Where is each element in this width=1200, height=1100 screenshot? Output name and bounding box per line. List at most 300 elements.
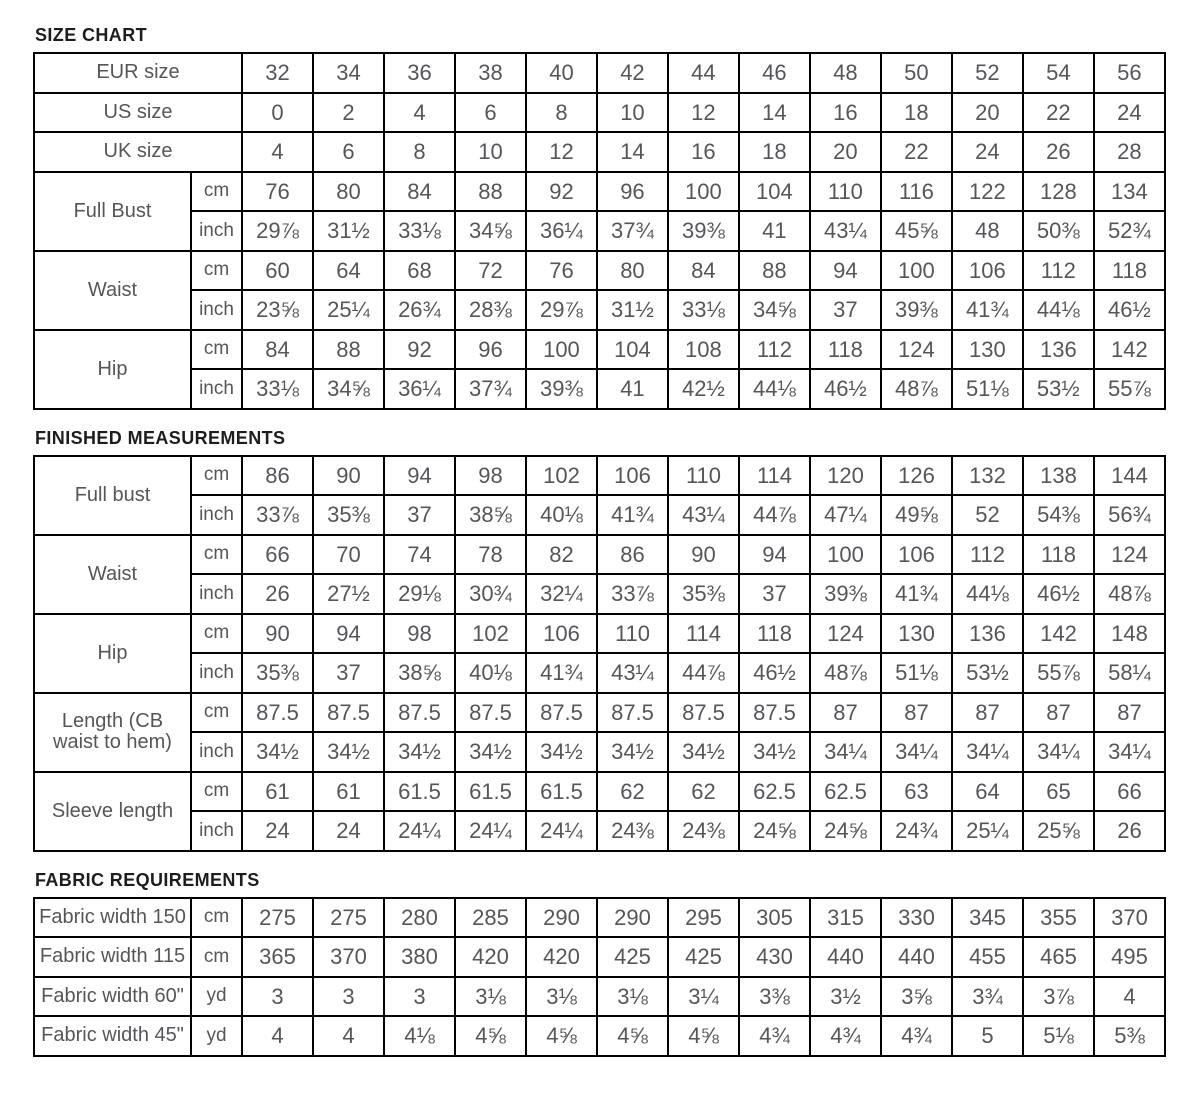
row-label: EUR size — [34, 53, 242, 93]
value-cell: 84 — [384, 172, 455, 212]
value-cell: 39⅜ — [810, 574, 881, 614]
value-cell: 66 — [242, 535, 313, 575]
row-label: Fabric width 115 — [34, 937, 191, 977]
value-cell: 24⅜ — [597, 811, 668, 851]
value-cell: 90 — [313, 456, 384, 496]
value-cell: 26 — [1023, 132, 1094, 172]
value-cell: 41¾ — [881, 574, 952, 614]
value-cell: 10 — [455, 132, 526, 172]
value-cell: 48⅞ — [810, 653, 881, 693]
value-cell: 3⅛ — [526, 977, 597, 1017]
value-cell: 94 — [810, 251, 881, 291]
row-label: Fabric width 45" — [34, 1016, 191, 1056]
value-cell: 24¼ — [455, 811, 526, 851]
section-finished-measurements — [33, 429, 1166, 852]
value-cell: 28 — [1094, 132, 1165, 172]
value-cell: 34¼ — [881, 732, 952, 772]
value-cell: 16 — [810, 93, 881, 133]
value-cell: 112 — [739, 330, 810, 370]
value-cell: 4⅛ — [384, 1016, 455, 1056]
value-cell: 100 — [881, 251, 952, 291]
value-cell: 3⅜ — [739, 977, 810, 1017]
value-cell: 40⅛ — [455, 653, 526, 693]
value-cell: 37 — [384, 495, 455, 535]
value-cell: 355 — [1023, 898, 1094, 938]
value-cell: 87 — [881, 693, 952, 733]
value-cell: 87 — [1023, 693, 1094, 733]
value-cell: 90 — [668, 535, 739, 575]
value-cell: 33⅛ — [384, 211, 455, 251]
value-cell: 80 — [597, 251, 668, 291]
table-row — [34, 811, 1165, 851]
value-cell: 62.5 — [739, 772, 810, 812]
value-cell: 110 — [668, 456, 739, 496]
value-cell: 61.5 — [526, 772, 597, 812]
value-cell: 110 — [597, 614, 668, 654]
value-cell: 4⅝ — [668, 1016, 739, 1056]
value-cell: 102 — [455, 614, 526, 654]
value-cell: 290 — [526, 898, 597, 938]
value-cell: 98 — [455, 456, 526, 496]
table-row — [34, 369, 1165, 409]
section-title-size-chart: SIZE CHART — [35, 25, 147, 45]
value-cell: 62 — [597, 772, 668, 812]
value-cell: 420 — [526, 937, 597, 977]
value-cell: 370 — [1094, 898, 1165, 938]
value-cell: 425 — [597, 937, 668, 977]
value-cell: 345 — [952, 898, 1023, 938]
value-cell: 64 — [313, 251, 384, 291]
value-cell: 29⅞ — [242, 211, 313, 251]
value-cell: 25¼ — [313, 290, 384, 330]
value-cell: 365 — [242, 937, 313, 977]
value-cell: 41¾ — [597, 495, 668, 535]
value-cell: 87 — [810, 693, 881, 733]
table-row — [34, 53, 1165, 93]
value-cell: 74 — [384, 535, 455, 575]
unit-cell: cm — [191, 456, 242, 496]
unit-cell: inch — [191, 495, 242, 535]
value-cell: 26 — [1094, 811, 1165, 851]
table-row — [34, 1016, 1165, 1056]
value-cell: 6 — [313, 132, 384, 172]
value-cell: 76 — [242, 172, 313, 212]
value-cell: 138 — [1023, 456, 1094, 496]
row-label: Sleeve length — [34, 772, 191, 851]
value-cell: 96 — [597, 172, 668, 212]
unit-cell: yd — [191, 1016, 242, 1056]
value-cell: 48⅞ — [881, 369, 952, 409]
value-cell: 64 — [952, 772, 1023, 812]
table-row — [34, 330, 1165, 370]
value-cell: 53½ — [1023, 369, 1094, 409]
value-cell: 61 — [242, 772, 313, 812]
unit-cell: inch — [191, 653, 242, 693]
value-cell: 51⅛ — [881, 653, 952, 693]
table-row — [34, 211, 1165, 251]
value-cell: 3⅛ — [455, 977, 526, 1017]
value-cell: 35⅜ — [242, 653, 313, 693]
value-cell: 53½ — [952, 653, 1023, 693]
value-cell: 100 — [810, 535, 881, 575]
value-cell: 275 — [242, 898, 313, 938]
value-cell: 5⅛ — [1023, 1016, 1094, 1056]
table-row — [34, 732, 1165, 772]
value-cell: 128 — [1023, 172, 1094, 212]
value-cell: 42 — [597, 53, 668, 93]
table-row — [34, 93, 1165, 133]
value-cell: 4⅝ — [597, 1016, 668, 1056]
value-cell: 106 — [597, 456, 668, 496]
value-cell: 98 — [384, 614, 455, 654]
value-cell: 34½ — [455, 732, 526, 772]
unit-cell: cm — [191, 535, 242, 575]
value-cell: 88 — [313, 330, 384, 370]
value-cell: 94 — [739, 535, 810, 575]
value-cell: 34½ — [526, 732, 597, 772]
value-cell: 46½ — [739, 653, 810, 693]
table-row — [34, 456, 1165, 496]
table-row — [34, 937, 1165, 977]
value-cell: 52 — [952, 53, 1023, 93]
value-cell: 118 — [739, 614, 810, 654]
value-cell: 5⅜ — [1094, 1016, 1165, 1056]
value-cell: 440 — [881, 937, 952, 977]
table-row — [34, 653, 1165, 693]
value-cell: 86 — [242, 456, 313, 496]
value-cell: 116 — [881, 172, 952, 212]
value-cell: 92 — [526, 172, 597, 212]
value-cell: 39⅜ — [668, 211, 739, 251]
value-cell: 4 — [384, 93, 455, 133]
value-cell: 46 — [739, 53, 810, 93]
value-cell: 26 — [242, 574, 313, 614]
value-cell: 4 — [242, 132, 313, 172]
value-cell: 14 — [739, 93, 810, 133]
value-cell: 61.5 — [455, 772, 526, 812]
value-cell: 24⅝ — [739, 811, 810, 851]
value-cell: 35⅜ — [313, 495, 384, 535]
value-cell: 90 — [242, 614, 313, 654]
value-cell: 39⅜ — [526, 369, 597, 409]
value-cell: 44⅞ — [739, 495, 810, 535]
value-cell: 43¼ — [668, 495, 739, 535]
value-cell: 34¼ — [952, 732, 1023, 772]
value-cell: 87.5 — [384, 693, 455, 733]
unit-cell: inch — [191, 211, 242, 251]
value-cell: 5 — [952, 1016, 1023, 1056]
value-cell: 495 — [1094, 937, 1165, 977]
value-cell: 35⅜ — [668, 574, 739, 614]
value-cell: 124 — [881, 330, 952, 370]
value-cell: 142 — [1094, 330, 1165, 370]
value-cell: 51⅛ — [952, 369, 1023, 409]
value-cell: 37 — [739, 574, 810, 614]
value-cell: 25⅝ — [1023, 811, 1094, 851]
value-cell: 34½ — [739, 732, 810, 772]
value-cell: 4¾ — [810, 1016, 881, 1056]
value-cell: 40⅛ — [526, 495, 597, 535]
row-label: Length (CB waist to hem) — [34, 693, 191, 772]
value-cell: 305 — [739, 898, 810, 938]
value-cell: 2 — [313, 93, 384, 133]
value-cell: 87.5 — [455, 693, 526, 733]
value-cell: 3 — [242, 977, 313, 1017]
value-cell: 46½ — [1094, 290, 1165, 330]
value-cell: 4¾ — [739, 1016, 810, 1056]
value-cell: 60 — [242, 251, 313, 291]
value-cell: 46½ — [810, 369, 881, 409]
value-cell: 27½ — [313, 574, 384, 614]
value-cell: 62.5 — [810, 772, 881, 812]
value-cell: 136 — [952, 614, 1023, 654]
value-cell: 26¾ — [384, 290, 455, 330]
value-cell: 34¼ — [810, 732, 881, 772]
value-cell: 41¾ — [526, 653, 597, 693]
value-cell: 106 — [526, 614, 597, 654]
value-cell: 8 — [526, 93, 597, 133]
value-cell: 87.5 — [597, 693, 668, 733]
value-cell: 37¾ — [597, 211, 668, 251]
value-cell: 61 — [313, 772, 384, 812]
value-cell: 144 — [1094, 456, 1165, 496]
value-cell: 29⅞ — [526, 290, 597, 330]
unit-cell: inch — [191, 574, 242, 614]
value-cell: 440 — [810, 937, 881, 977]
value-cell: 34¼ — [1094, 732, 1165, 772]
value-cell: 20 — [810, 132, 881, 172]
value-cell: 24¼ — [384, 811, 455, 851]
value-cell: 18 — [881, 93, 952, 133]
value-cell: 44⅛ — [739, 369, 810, 409]
unit-cell: cm — [191, 614, 242, 654]
value-cell: 88 — [455, 172, 526, 212]
value-cell: 56¾ — [1094, 495, 1165, 535]
section-title-fabric-requirements: FABRIC REQUIREMENTS — [35, 869, 260, 890]
value-cell: 47¼ — [810, 495, 881, 535]
section-fabric-requirements — [33, 871, 1166, 1057]
value-cell: 92 — [384, 330, 455, 370]
value-cell: 44⅛ — [1023, 290, 1094, 330]
value-cell: 4 — [242, 1016, 313, 1056]
value-cell: 4 — [313, 1016, 384, 1056]
value-cell: 114 — [739, 456, 810, 496]
unit-cell: cm — [191, 251, 242, 291]
value-cell: 32¼ — [526, 574, 597, 614]
value-cell: 465 — [1023, 937, 1094, 977]
value-cell: 8 — [384, 132, 455, 172]
value-cell: 114 — [668, 614, 739, 654]
value-cell: 24 — [1094, 93, 1165, 133]
value-cell: 30¾ — [455, 574, 526, 614]
value-cell: 24 — [313, 811, 384, 851]
row-label: UK size — [34, 132, 242, 172]
value-cell: 124 — [1094, 535, 1165, 575]
value-cell: 104 — [597, 330, 668, 370]
value-cell: 420 — [455, 937, 526, 977]
value-cell: 37 — [810, 290, 881, 330]
value-cell: 29⅛ — [384, 574, 455, 614]
value-cell: 106 — [952, 251, 1023, 291]
table-row — [34, 574, 1165, 614]
value-cell: 142 — [1023, 614, 1094, 654]
row-label: Full bust — [34, 456, 191, 535]
value-cell: 45⅝ — [881, 211, 952, 251]
value-cell: 96 — [455, 330, 526, 370]
value-cell: 54⅜ — [1023, 495, 1094, 535]
row-label: Waist — [34, 251, 191, 330]
value-cell: 16 — [668, 132, 739, 172]
value-cell: 41¾ — [952, 290, 1023, 330]
value-cell: 34 — [313, 53, 384, 93]
value-cell: 24⅝ — [810, 811, 881, 851]
section-title-finished-measurements: FINISHED MEASUREMENTS — [35, 427, 286, 448]
value-cell: 78 — [455, 535, 526, 575]
value-cell: 3 — [384, 977, 455, 1017]
value-cell: 50⅜ — [1023, 211, 1094, 251]
value-cell: 106 — [881, 535, 952, 575]
value-cell: 48⅞ — [1094, 574, 1165, 614]
value-cell: 66 — [1094, 772, 1165, 812]
row-label: Fabric width 150 — [34, 898, 191, 938]
value-cell: 130 — [952, 330, 1023, 370]
value-cell: 31½ — [313, 211, 384, 251]
value-cell: 87.5 — [313, 693, 384, 733]
value-cell: 32 — [242, 53, 313, 93]
table-row — [34, 535, 1165, 575]
value-cell: 87.5 — [668, 693, 739, 733]
value-cell: 290 — [597, 898, 668, 938]
unit-cell: inch — [191, 732, 242, 772]
row-label: Hip — [34, 614, 191, 693]
value-cell: 12 — [526, 132, 597, 172]
value-cell: 87 — [952, 693, 1023, 733]
value-cell: 4¾ — [881, 1016, 952, 1056]
value-cell: 63 — [881, 772, 952, 812]
table-row — [34, 898, 1165, 938]
value-cell: 34¼ — [1023, 732, 1094, 772]
value-cell: 295 — [668, 898, 739, 938]
value-cell: 425 — [668, 937, 739, 977]
value-cell: 3¼ — [668, 977, 739, 1017]
value-cell: 34½ — [242, 732, 313, 772]
value-cell: 136 — [1023, 330, 1094, 370]
table-row — [34, 772, 1165, 812]
value-cell: 76 — [526, 251, 597, 291]
value-cell: 42½ — [668, 369, 739, 409]
value-cell: 39⅜ — [881, 290, 952, 330]
unit-cell: inch — [191, 811, 242, 851]
value-cell: 24⅜ — [668, 811, 739, 851]
value-cell: 280 — [384, 898, 455, 938]
value-cell: 36¼ — [526, 211, 597, 251]
unit-cell: yd — [191, 977, 242, 1017]
value-cell: 112 — [1023, 251, 1094, 291]
value-cell: 34½ — [313, 732, 384, 772]
value-cell: 87.5 — [242, 693, 313, 733]
value-cell: 285 — [455, 898, 526, 938]
value-cell: 58¼ — [1094, 653, 1165, 693]
table-row — [34, 614, 1165, 654]
value-cell: 3⅛ — [597, 977, 668, 1017]
unit-cell: inch — [191, 290, 242, 330]
unit-cell: cm — [191, 693, 242, 733]
value-cell: 132 — [952, 456, 1023, 496]
value-cell: 10 — [597, 93, 668, 133]
value-cell: 84 — [668, 251, 739, 291]
value-cell: 46½ — [1023, 574, 1094, 614]
value-cell: 44⅞ — [668, 653, 739, 693]
size-chart-table — [33, 52, 1166, 410]
value-cell: 40 — [526, 53, 597, 93]
value-cell: 31½ — [597, 290, 668, 330]
table-row — [34, 495, 1165, 535]
finished-measurements-table — [33, 455, 1166, 852]
value-cell: 28⅜ — [455, 290, 526, 330]
value-cell: 72 — [455, 251, 526, 291]
value-cell: 86 — [597, 535, 668, 575]
value-cell: 54 — [1023, 53, 1094, 93]
value-cell: 24 — [952, 132, 1023, 172]
value-cell: 34⅝ — [455, 211, 526, 251]
value-cell: 62 — [668, 772, 739, 812]
value-cell: 70 — [313, 535, 384, 575]
section-size-chart — [33, 26, 1166, 410]
value-cell: 33⅞ — [597, 574, 668, 614]
value-cell: 120 — [810, 456, 881, 496]
value-cell: 118 — [1094, 251, 1165, 291]
row-label: US size — [34, 93, 242, 133]
value-cell: 370 — [313, 937, 384, 977]
value-cell: 275 — [313, 898, 384, 938]
value-cell: 94 — [384, 456, 455, 496]
value-cell: 14 — [597, 132, 668, 172]
row-label: Waist — [34, 535, 191, 614]
value-cell: 41 — [597, 369, 668, 409]
value-cell: 80 — [313, 172, 384, 212]
row-label: Full Bust — [34, 172, 191, 251]
value-cell: 148 — [1094, 614, 1165, 654]
value-cell: 100 — [526, 330, 597, 370]
value-cell: 87 — [1094, 693, 1165, 733]
value-cell: 110 — [810, 172, 881, 212]
value-cell: 43¼ — [597, 653, 668, 693]
value-cell: 61.5 — [384, 772, 455, 812]
value-cell: 84 — [242, 330, 313, 370]
value-cell: 124 — [810, 614, 881, 654]
value-cell: 3¾ — [952, 977, 1023, 1017]
value-cell: 130 — [881, 614, 952, 654]
value-cell: 68 — [384, 251, 455, 291]
value-cell: 134 — [1094, 172, 1165, 212]
value-cell: 55⅞ — [1023, 653, 1094, 693]
value-cell: 4⅝ — [455, 1016, 526, 1056]
value-cell: 315 — [810, 898, 881, 938]
value-cell: 4 — [1094, 977, 1165, 1017]
value-cell: 34½ — [384, 732, 455, 772]
value-cell: 24¾ — [881, 811, 952, 851]
value-cell: 36¼ — [384, 369, 455, 409]
value-cell: 34⅝ — [739, 290, 810, 330]
value-cell: 104 — [739, 172, 810, 212]
value-cell: 12 — [668, 93, 739, 133]
value-cell: 108 — [668, 330, 739, 370]
table-row — [34, 977, 1165, 1017]
unit-cell: inch — [191, 369, 242, 409]
value-cell: 48 — [810, 53, 881, 93]
value-cell: 37 — [313, 653, 384, 693]
value-cell: 24¼ — [526, 811, 597, 851]
